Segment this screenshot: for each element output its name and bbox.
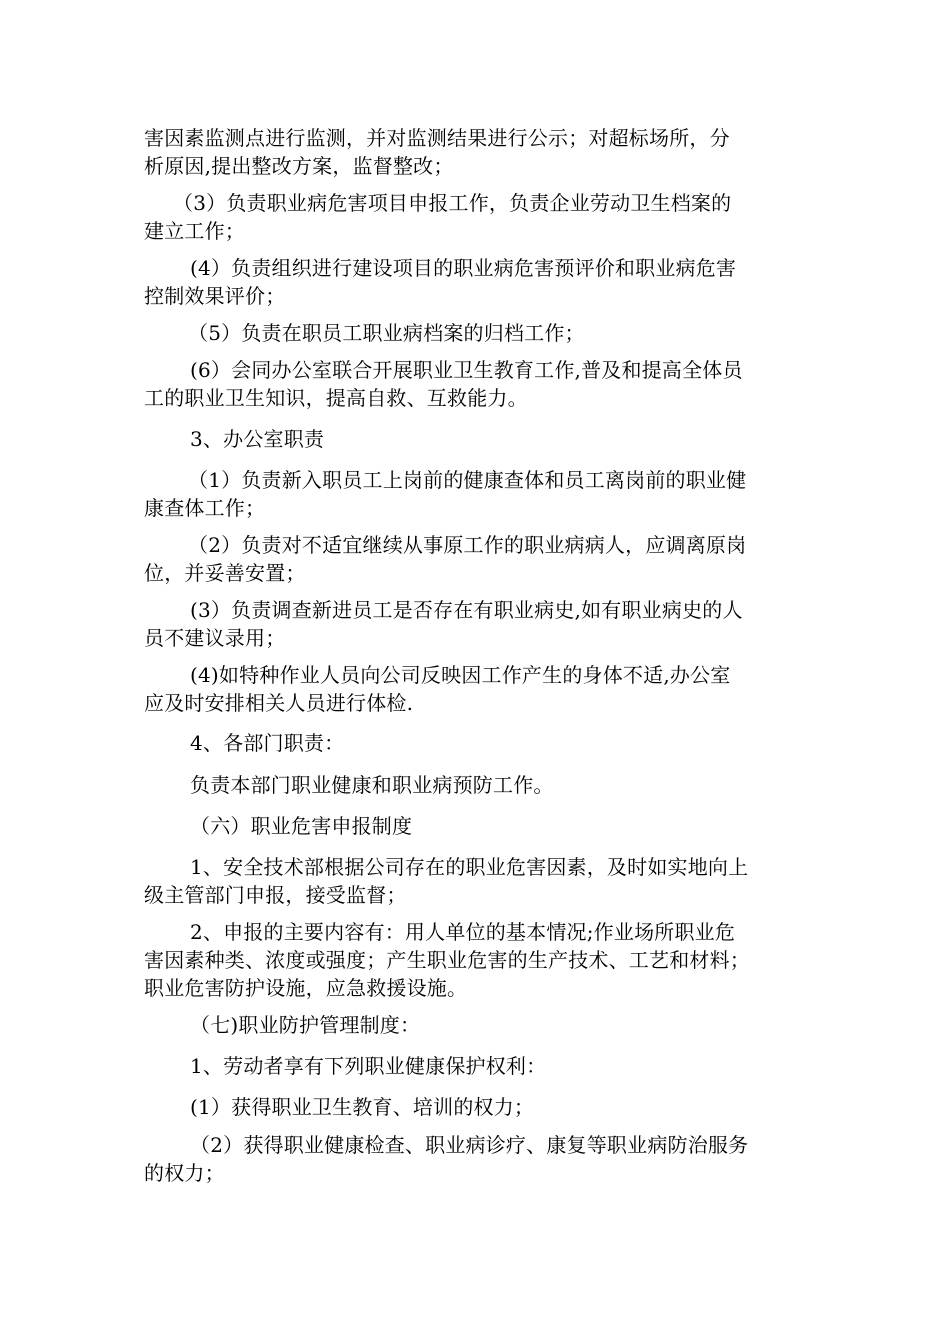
- text-line: 控制效果评价；: [144, 284, 286, 308]
- section-heading: （六）职业危害申报制度: [190, 814, 413, 838]
- text-line: 析原因,提出整改方案，监督整改；: [144, 154, 454, 178]
- text-line: 2、申报的主要内容有：用人单位的基本情况;作业场所职业危: [190, 920, 736, 944]
- text-line: 应及时安排相关人员进行体检.: [144, 691, 414, 715]
- text-line: 工的职业卫生知识，提高自救、互救能力。: [144, 386, 528, 410]
- text-line: 1、劳动者享有下列职业健康保护权利：: [190, 1054, 547, 1078]
- text-line: （2）负责对不适宜继续从事原工作的职业病病人，应调离原岗: [188, 533, 747, 557]
- text-line: （5）负责在职员工职业病档案的归档工作；: [188, 321, 585, 345]
- text-line: 康查体工作；: [144, 496, 266, 520]
- text-line: (6）会同办公室联合开展职业卫生教育工作,普及和提高全体员: [190, 358, 743, 382]
- text-line: 害因素监测点进行监测，并对监测结果进行公示；对超标场所，分: [144, 126, 730, 150]
- section-heading: 4、各部门职责：: [190, 731, 345, 755]
- section-heading: （七)职业防护管理制度：: [190, 1013, 421, 1037]
- text-line: （3）负责职业病危害项目申报工作，负责企业劳动卫生档案的: [173, 191, 732, 215]
- text-line: 建立工作；: [144, 219, 245, 243]
- text-line: 1、安全技术部根据公司存在的职业危害因素，及时如实地向上: [190, 855, 749, 879]
- text-line: （1）负责新入职员工上岗前的健康查体和员工离岗前的职业健: [188, 468, 747, 492]
- text-line: (3）负责调查新进员工是否存在有职业病史,如有职业病史的人: [190, 598, 743, 622]
- section-heading: 3、办公室职责: [190, 427, 325, 451]
- text-line: (4)如特种作业人员向公司反映因工作产生的身体不适,办公室: [190, 663, 731, 687]
- text-line: 职业危害防护设施，应急救援设施。: [144, 976, 468, 1000]
- text-line: 害因素种类、浓度或强度；产生职业危害的生产技术、工艺和材料；: [144, 948, 750, 972]
- text-line: 级主管部门申报，接受监督；: [144, 883, 407, 907]
- text-line: 负责本部门职业健康和职业病预防工作。: [190, 773, 554, 797]
- text-line: (1）获得职业卫生教育、培训的权力；: [190, 1095, 535, 1119]
- text-line: （2）获得职业健康检查、职业病诊疗、康复等职业病防治服务: [190, 1133, 749, 1157]
- text-line: 员不建议录用；: [144, 626, 286, 650]
- text-line: 位，并妥善安置；: [144, 561, 306, 585]
- text-line: (4）负责组织进行建设项目的职业病危害预评价和职业病危害: [190, 256, 737, 280]
- text-line: 的权力；: [144, 1161, 225, 1185]
